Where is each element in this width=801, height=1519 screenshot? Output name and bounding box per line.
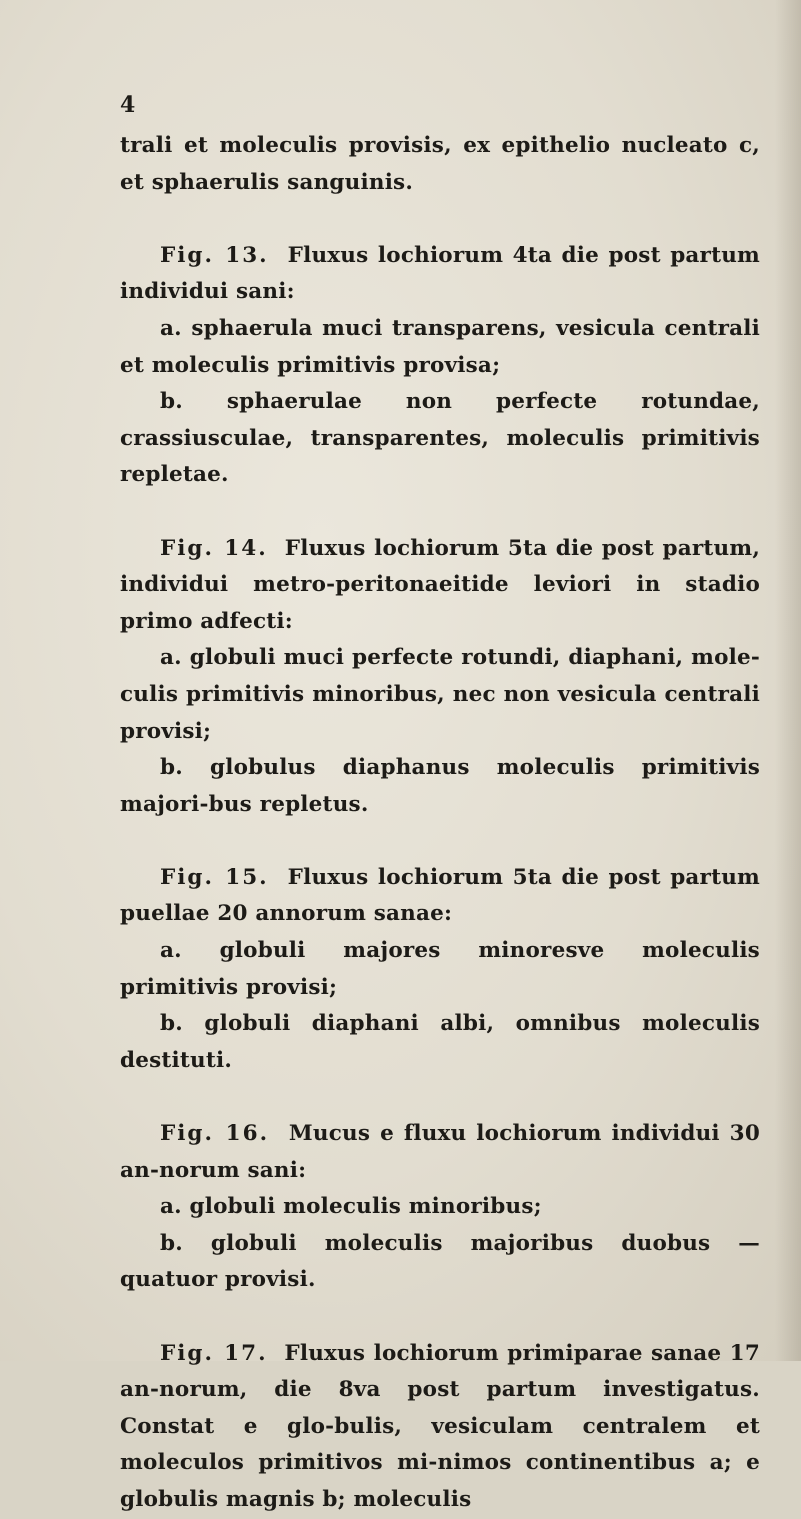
fig-13-heading-text: Fluxus lochiorum 4ta die post partum individui sani: (120, 242, 760, 305)
fig-15-heading-text: Fluxus lochiorum 5ta die post partum puellae 20 annorum sanae: (120, 864, 760, 927)
fig-16-heading (120, 1116, 760, 1189)
page-edge-shadow (775, 0, 801, 1361)
fig-14-heading-text: Fluxus lochiorum 5ta die post partum, individui metro-peritonaeitide leviori in stadio primo adfecti: (120, 535, 761, 634)
fig-17-paragraph (120, 1336, 760, 1519)
fig-13-item-b: b. sphaerulae non perfecte rotundae, crassiusculae, transparentes, moleculis primitivis repletae. (120, 389, 760, 488)
fig-16-item-b: b. globuli moleculis majoribus duobus — quatuor provisi. (120, 1230, 760, 1293)
body-text (120, 128, 760, 1519)
fig-15-heading (120, 860, 760, 933)
fig-16-item-a: a. globuli moleculis minoribus; (160, 1194, 542, 1220)
fig-14-label: Fig. 14. (160, 535, 268, 561)
fig-14-heading (120, 531, 760, 641)
page-number: 4 (120, 92, 136, 118)
fig-13-heading (120, 238, 760, 311)
fig-13-label: Fig. 13. (160, 242, 269, 268)
fig-16-heading-text: Mucus e fluxu lochiorum individui 30 an-norum sani: (120, 1121, 761, 1183)
fig-15-item-b: b. globuli diaphani albi, omnibus moleculis destituti. (120, 1011, 760, 1073)
fig-14-item-b: b. globulus diaphanus moleculis primitivis majori-bus repletus. (120, 755, 760, 817)
fig-15-item-a: a. globuli majores minoresve moleculis primitivis provisi; (120, 938, 760, 1000)
fig-16-label: Fig. 16. (160, 1121, 270, 1147)
fig-17-label: Fig. 17. (160, 1340, 268, 1366)
fig-13-item-a: a. sphaerula muci transparens, vesicula centrali et moleculis primitivis provisa; (120, 315, 760, 378)
fig-17-text: Fluxus lochiorum primiparae sanae 17 an-norum, die 8va post partum investigatus. Constat e glo-bulis, vesiculam centralem et moleculos primitivos mi-nimos continentibus a; e globulis magnis b; moleculis (120, 1340, 760, 1512)
fig-15-label: Fig. 15. (160, 864, 269, 890)
fig-14-item-a: a. globuli muci perfecte rotundi, diaphani, mole-culis primitivis minoribus, nec non vesicula centrali provisi; (120, 645, 760, 744)
intro-paragraph: trali et moleculis provisis, ex epithelio nucleato c, et sphaerulis sanguinis. (120, 133, 760, 195)
